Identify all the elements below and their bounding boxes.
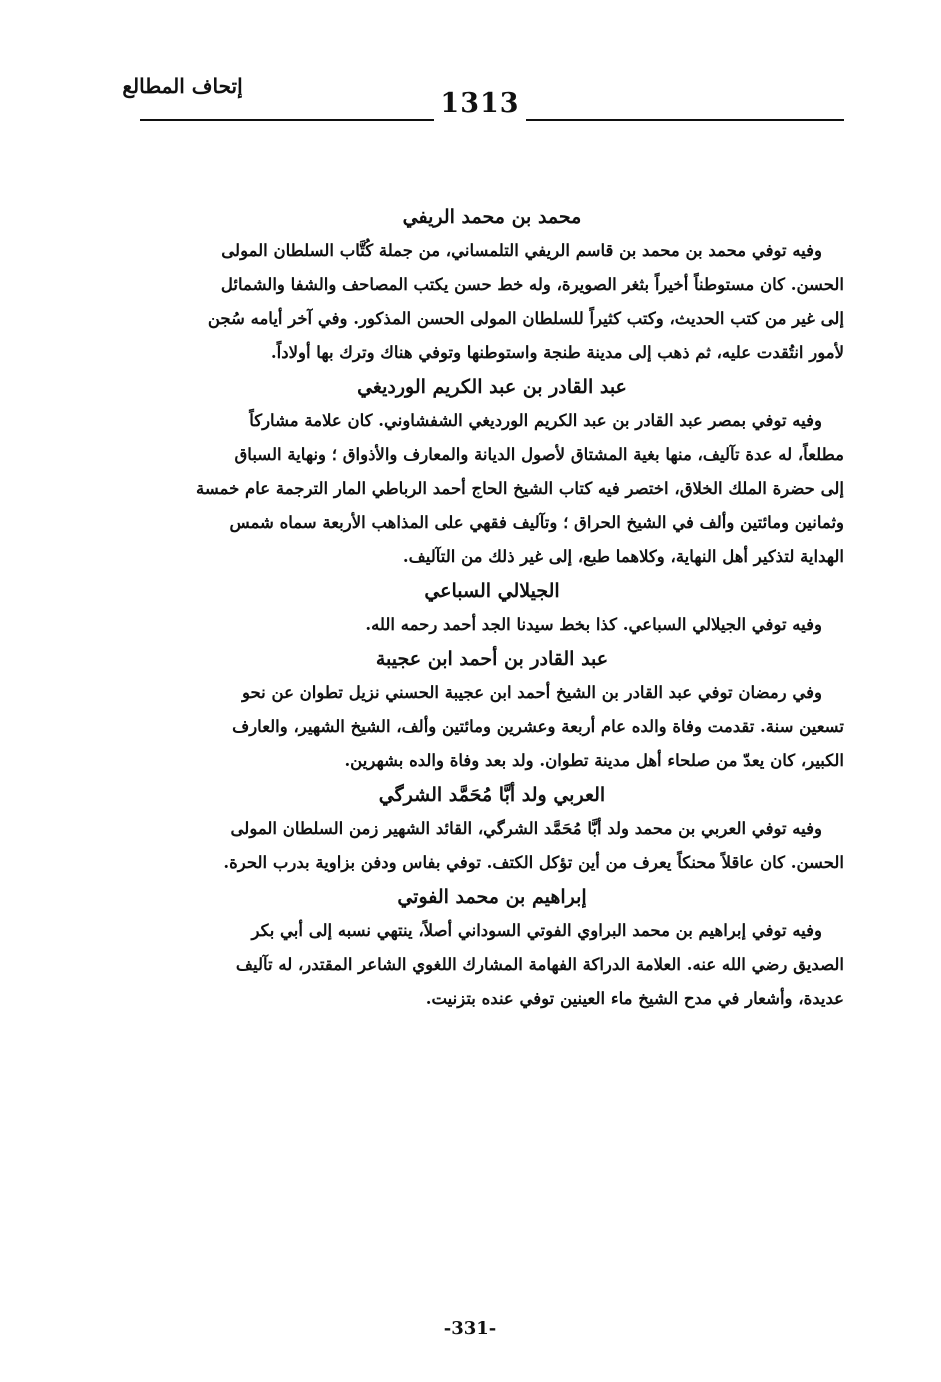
text-line: وفيه توفي إبراهيم بن محمد البراوي الفوتي السوداني أصلاً، ينتهي نسبه إلى أبي بكر xyxy=(251,921,822,940)
header-rule-left xyxy=(140,119,434,121)
entry-paragraph xyxy=(140,914,844,1016)
page-number: -331- xyxy=(443,1318,497,1339)
text-line: الكبير، كان يعدّ من صلحاء أهل مدينة تطوان. ولد بعد وفاة والده بشهرين. xyxy=(344,751,844,770)
text-line: إلى غير من كتب الحديث، وكتب كثيراً للسلطان المولى الحسن المذكور. وفي آخر أيامه سُجن xyxy=(207,309,844,328)
entry-paragraph xyxy=(140,676,844,778)
text-line: وفي رمضان توفي عبد القادر بن الشيخ أحمد ابن عجيبة الحسني نزيل تطوان عن نحو xyxy=(242,683,822,702)
entry-paragraph xyxy=(140,812,844,880)
year-heading: 1313 xyxy=(440,88,520,119)
text-line: إلى حضرة الملك الخلاق، اختصر فيه كتاب الشيخ الحاج أحمد الرباطي المار الترجمة عام خمسة xyxy=(195,479,844,498)
text-line: مطلعاً، له عدة تآليف، منها بغية المشتاق لأصول الديانة والمعارف والأذواق ؛ ونهاية السباق xyxy=(234,445,844,464)
text-line: عديدة، وأشعار في مدح الشيخ ماء العينين توفي عنده بتزنيت. xyxy=(425,989,844,1008)
running-title: إتحاف المطالع xyxy=(122,74,243,98)
entry-paragraph xyxy=(140,234,844,370)
text-line: وفيه توفي محمد بن محمد بن قاسم الريفي التلمساني، من جملة كُتَّاب السلطان المولى xyxy=(221,241,822,260)
text-line: لأمور انتُقدت عليه، ثم ذهب إلى مدينة طنجة واستوطنها وتوفي هناك وترك بها أولاداً. xyxy=(270,343,844,362)
entry-heading: عبد القادر بن أحمد ابن عجيبة xyxy=(375,648,609,670)
entry-paragraph xyxy=(140,608,844,642)
entry-heading: العربي ولد أبَّا مُحَمَّد الشرگي xyxy=(378,784,606,806)
text-line: وفيه توفي بمصر عبد القادر بن عبد الكريم الورديغي الشفشاوني. كان علامة مشاركاً xyxy=(249,411,822,430)
entry-heading: محمد بن محمد الريفي xyxy=(402,206,582,228)
text-line: الهداية لتذكير أهل النهاية، وكلاهما طبع، إلى غير ذلك من التآليف. xyxy=(402,547,844,566)
entry-heading: عبد القادر بن عبد الكريم الورديغي xyxy=(357,376,627,398)
header-rule-right xyxy=(526,119,844,121)
text-line: تسعين سنة. تقدمت وفاة والده عام أربعة وعشرين ومائتين وألف، الشيخ الشهير، والعارف xyxy=(232,717,844,736)
text-line: الحسن. كان عاقلاً محنكاً يعرف من أين تؤكل الكتف. توفي بفاس ودفن بزاوية بدرب الحرة. xyxy=(223,853,844,872)
text-line: وفيه توفي العربي بن محمد ولد أبَّا مُحَمَّد الشرگي، القائد الشهير زمن السلطان المولى xyxy=(230,819,822,838)
entry-heading: الجيلالي السباعي xyxy=(424,580,560,602)
text-line: الحسن. كان مستوطناً أخيراً بثغر الصويرة، وله خط حسن يكتب المصاحف والشفا والشمائل xyxy=(220,275,844,294)
entry-paragraph xyxy=(140,404,844,574)
text-line: وفيه توفي الجيلالي السباعي. كذا بخط سيدنا الجد أحمد رحمه الله. xyxy=(365,615,822,634)
text-line: الصديق رضي الله عنه. العلامة الدراكة الفهامة المشارك اللغوي الشاعر المقتدر، له تآليف xyxy=(235,955,844,974)
text-line: وثمانين ومائتين وألف في الشيخ الحراق ؛ وتآليف فقهي على المذاهب الأربعة سماه شمس xyxy=(229,513,844,532)
entry-heading: إبراهيم بن محمد الفوتي xyxy=(397,886,587,908)
page-body xyxy=(140,200,844,1016)
